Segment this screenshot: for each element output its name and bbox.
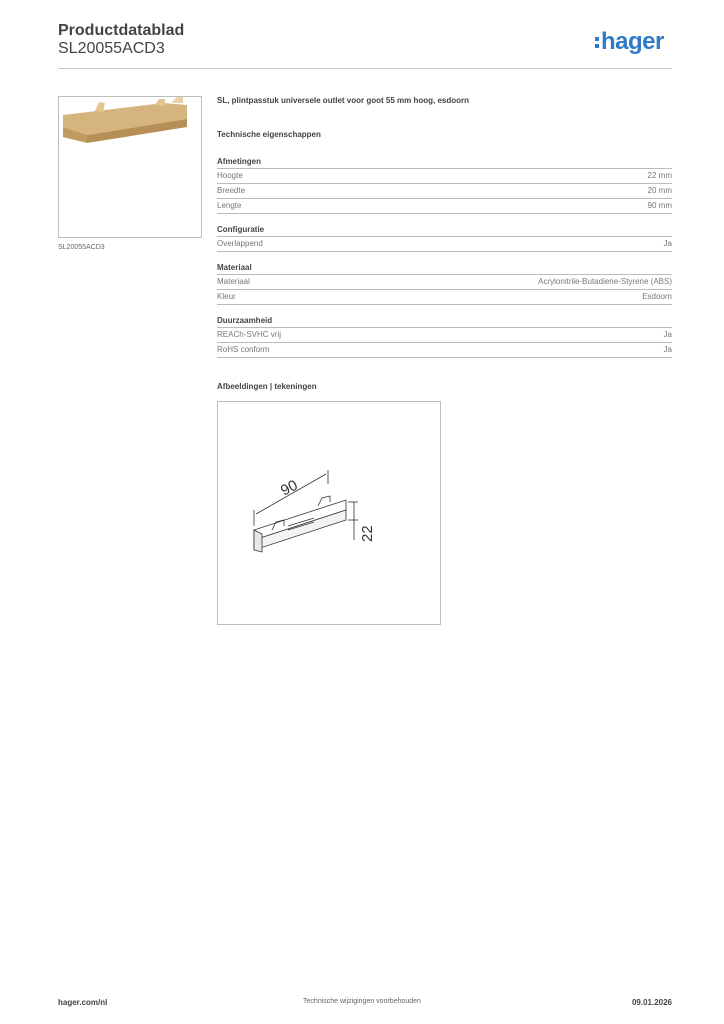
spec-value: 20 mm [647, 186, 672, 195]
spec-row [217, 328, 672, 343]
technical-drawing-svg [218, 402, 440, 624]
specs-title: Technische eigenschappen [217, 130, 321, 139]
spec-value: Esdoorn [642, 292, 672, 301]
spec-label: Materiaal [217, 277, 250, 286]
dim-length-label: 90 [277, 476, 301, 500]
logo-text: hager [601, 28, 664, 55]
spec-row [217, 199, 672, 214]
drawing-part-end [254, 530, 262, 552]
product-photo-image [59, 97, 201, 237]
spec-group-materiaal [217, 262, 672, 305]
spec-row [217, 169, 672, 184]
spec-group-afmetingen [217, 156, 672, 214]
spec-value: 90 mm [647, 201, 672, 210]
spec-label: Breedte [217, 186, 246, 195]
header-divider [58, 68, 672, 69]
spec-row [217, 237, 672, 252]
spec-group-title: Materiaal [217, 263, 252, 272]
photo-caption: SL20055ACD3 [58, 244, 105, 251]
spec-row [217, 275, 672, 290]
spec-label: Hoogte [217, 171, 243, 180]
dim-height-label: 22 [359, 525, 376, 542]
product-photo [58, 96, 202, 238]
spec-group-title: Afmetingen [217, 157, 261, 166]
spec-group-duurzaamheid [217, 315, 672, 358]
page-title: Productdatablad [58, 22, 185, 39]
spec-label: RoHS conform [217, 345, 270, 354]
product-clip-end [171, 97, 183, 103]
footer-website[interactable]: hager.com/nl [58, 998, 108, 1007]
drawing-clip-right [318, 496, 330, 506]
spec-table [217, 327, 672, 358]
technical-drawing [217, 401, 441, 625]
product-clip-right [155, 99, 165, 106]
spec-label: Overlappend [217, 239, 263, 248]
spec-group-configuratie [217, 224, 672, 252]
spec-table [217, 274, 672, 305]
spec-label: REACh-SVHC vrij [217, 330, 282, 339]
footer-date: 09.01.2026 [631, 998, 672, 1007]
spec-value: Ja [663, 239, 672, 248]
logo-dots-icon [595, 31, 600, 51]
content-column [217, 96, 672, 368]
spec-value: Acrylonitrile-Butadiene-Styrene (ABS) [538, 277, 672, 286]
spec-table [217, 236, 672, 252]
spec-group-title: Duurzaamheid [217, 316, 273, 325]
spec-table [217, 168, 672, 214]
spec-group-title: Configuratie [217, 225, 265, 234]
spec-value: Ja [663, 330, 672, 339]
hager-logo [595, 28, 664, 56]
product-code: SL20055ACD3 [58, 40, 165, 57]
product-description: SL, plintpasstuk universele outlet voor goot 55 mm hoog, esdoorn [217, 96, 470, 105]
spec-label: Kleur [217, 292, 236, 301]
footer-notice: Technische wijzigingen voorbehouden [303, 998, 421, 1005]
spec-value: 22 mm [647, 171, 672, 180]
spec-label: Lengte [217, 201, 242, 210]
drawings-title: Afbeeldingen | tekeningen [217, 382, 317, 391]
spec-row [217, 343, 672, 358]
spec-row [217, 184, 672, 199]
spec-row [217, 290, 672, 305]
spec-value: Ja [663, 345, 672, 354]
